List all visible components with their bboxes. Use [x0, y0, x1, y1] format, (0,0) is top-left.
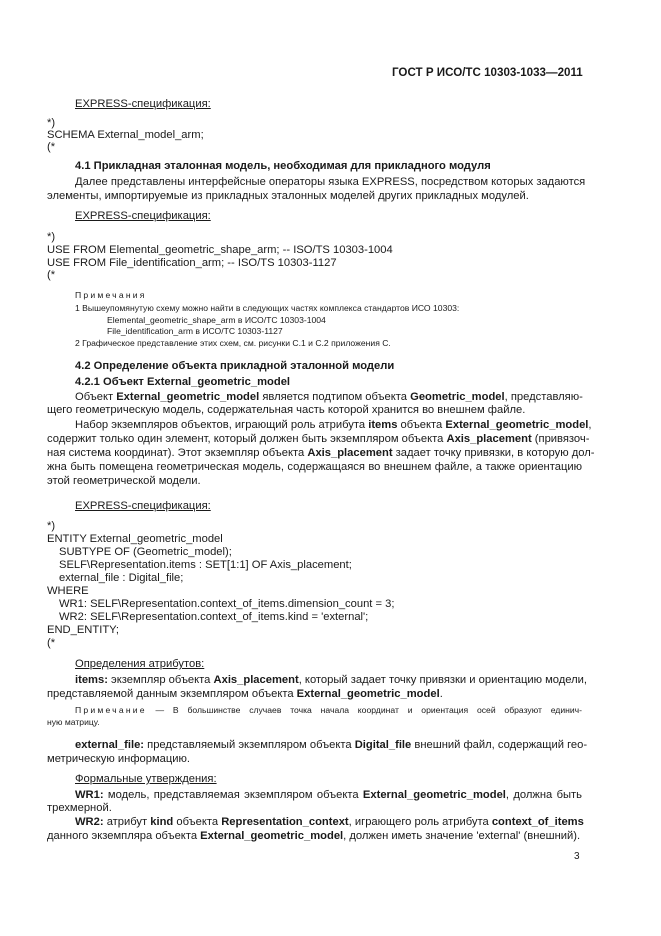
para1-line1: Объект External_geometric_model является подтипом объекта Geometric_model, представляю- — [75, 391, 583, 403]
attributes-note-line2: ную матрицу. — [47, 717, 100, 727]
wr1-line2: трехмерной. — [47, 802, 112, 814]
note-1-item-b: File_identification_arm в ИСО/ТС 10303-1127 — [107, 326, 283, 336]
schema-line: SCHEMA External_model_arm; — [47, 129, 204, 141]
note-2: 2 Графическое представление этих схем, см. рисунки С.1 и С.2 приложения С. — [75, 338, 391, 348]
notes-heading: Примечания — [75, 290, 147, 300]
items-definition-line2: представляемой данным экземпляром объекта External_geometric_model. — [47, 688, 443, 700]
use-from-line-1: USE FROM Elemental_geometric_shape_arm; -- ISO/TS 10303-1004 — [47, 244, 393, 256]
express-spec-label-3: EXPRESS-спецификация: — [75, 500, 211, 512]
express-spec-label-1: EXPRESS-спецификация: — [75, 98, 211, 110]
para1-line2: щего геометрическую модель, содержательная часть которой хранится во внешнем файле. — [47, 404, 526, 416]
formal-heading: Формальные утверждения: — [75, 773, 217, 785]
section-4-1-title: 4.1 Прикладная эталонная модель, необходимая для прикладного модуля — [75, 160, 491, 172]
code-close-1: (* — [47, 141, 56, 153]
end-entity-line: END_ENTITY; — [47, 624, 120, 636]
wr1-code-line: WR1: SELF\Representation.context_of_items.dimension_count = 3; — [59, 598, 395, 610]
section-4-1-para-line1: Далее представлены интерфейсные операторы языка EXPRESS, посредством которых задаются — [75, 176, 586, 188]
note-1: 1 Вышеупомянутую схему можно найти в следующих частях комплекса стандартов ИСО 10303: — [75, 303, 460, 313]
wr1-line1: WR1: модель, представляемая экземпляром объекта External_geometric_model, должна быть — [75, 789, 582, 801]
para2-line3: ная система координат). Этот экземпляр объекта Axis_placement задает точку привязки, в которую дол- — [47, 447, 595, 459]
wr2-line2: данного экземпляра объекта External_geometric_model, должен иметь значение 'external' (внешний). — [47, 830, 581, 842]
section-4-2-title: 4.2 Определение объекта прикладной эталонной модели — [75, 360, 395, 372]
section-4-2-1-title: 4.2.1 Объект External_geometric_model — [75, 376, 291, 388]
code-close-3: (* — [47, 637, 56, 649]
code-close-2: (* — [47, 269, 56, 281]
wr2-line1: WR2: атрибут kind объекта Representation_context, играющего роль атрибута context_of_items — [75, 816, 584, 828]
code-open-2: *) — [47, 231, 56, 243]
para2-line2: содержит только один элемент, который должен быть экземпляром объекта Axis_placement (привязоч- — [47, 433, 590, 445]
items-definition-line1: items: экземпляр объекта Axis_placement, который задает точку привязки и ориентацию модели, — [75, 674, 588, 686]
para2-line5: этой геометрической модели. — [47, 475, 201, 487]
subtype-line: SUBTYPE OF (Geometric_model); — [59, 546, 232, 558]
use-from-line-2: USE FROM File_identification_arm; -- ISO/TS 10303-1127 — [47, 257, 337, 269]
document-id-header: ГОСТ Р ИСО/ТС 10303-1033—2011 — [392, 66, 583, 79]
where-line: WHERE — [47, 585, 89, 597]
para2-line4: жна быть помещена геометрическая модель, содержащаяся во внешнем файле, а также ориентацию — [47, 461, 582, 473]
attributes-note-line1: Примечание — В большинстве случаев точка начала координат и ориентация осей образуют единич- — [75, 705, 582, 715]
external-file-definition-line2: метрическую информацию. — [47, 753, 191, 765]
page-number: 3 — [574, 851, 580, 862]
external-file-attr-line: external_file : Digital_file; — [59, 572, 184, 584]
attributes-heading: Определения атрибутов: — [75, 658, 205, 670]
wr2-code-line: WR2: SELF\Representation.context_of_items.kind = 'external'; — [59, 611, 369, 623]
code-open-3: *) — [47, 520, 56, 532]
code-open-1: *) — [47, 117, 56, 129]
entity-line: ENTITY External_geometric_model — [47, 533, 223, 545]
section-4-1-para-line2: элементы, импортируемые из прикладных эталонных моделей других прикладных модулей. — [47, 190, 529, 202]
external-file-definition-line1: external_file: представляемый экземпляром объекта Digital_file внешний файл, содержащий гео- — [75, 739, 588, 751]
items-attr-line: SELF\Representation.items : SET[1:1] OF Axis_placement; — [59, 559, 352, 571]
para2-line1: Набор экземпляров объектов, играющий роль атрибута items объекта External_geometric_model, — [75, 419, 592, 431]
express-spec-label-2: EXPRESS-спецификация: — [75, 210, 211, 222]
note-1-item-a: Elemental_geometric_shape_arm в ИСО/ТС 10303-1004 — [107, 315, 326, 325]
